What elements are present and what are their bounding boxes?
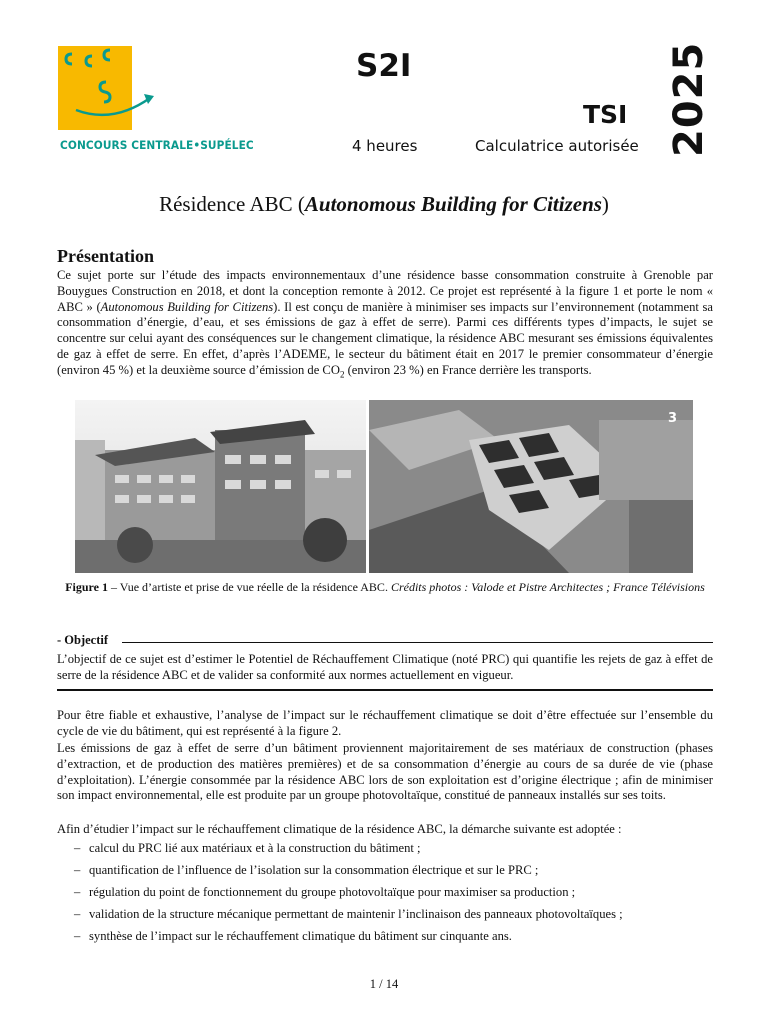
section-heading-presentation: Présentation	[57, 246, 154, 266]
objectif-paragraph: L’objectif de ce sujet est d’estimer le Potentiel de Réchauffement Climatique (noté PRC) qui quantifie les rejets de gaz à effet de serre de la résidence ABC et de valider sa conformité aux normes actuellement en vigueur.	[57, 652, 713, 682]
logo-text: CONCOURS CENTRALE•SUPÉLEC	[60, 138, 254, 152]
approach-paragraph: Afin d’étudier l’impact sur le réchauffement climatique de la résidence ABC, la démarche suivante est adoptée :	[57, 822, 622, 836]
presentation-paragraph: Ce sujet porte sur l’étude des impacts environnementaux d’une résidence basse consommation construite à Grenoble par Bouygues Construction en 2018, et dont la conception remonte à 2012. Ce projet est représenté à la figure 1 et porte le nom « ABC » (Autonomous Building for Citizens). Il est conçu de manière à minimiser ses impacts sur l’environnement (notamment sa consommation d’énergie, d’eau, et ses émissions de gaz à effet de serre). Parmi ces différents types d’impacts, le sujet se concentre sur celui ayant des conséquences sur le changement climatique, la résidence ABC mesurant ses émissions équivalentes de gaz à effet de serre. En effet, d’après l’ADEME, le secteur du bâtiment était en 2017 le premier consommateur d’énergie (environ 45 %) et la deuxième source d’émission de $CO_2$ (environ 23 %) en France derrière les transports.	[57, 268, 714, 380]
exam-filiere: TSI	[583, 100, 628, 129]
objectif-bottom-rule	[57, 689, 713, 691]
exam-duration: 4 heures	[352, 137, 418, 155]
page-number: 1 / 14	[369, 977, 399, 991]
artist-view-photo	[75, 400, 366, 573]
emissions-paragraph: Les émissions de gaz à effet de serre d’un bâtiment proviennent majoritairement de ses matériaux de construction (phases d’extraction, et de production des matières premières) et de sa consommation d’énergie au cours de sa durée de vie (phase d’exploitation). L’énergie consommée par la résidence ABC lors de son exploitation est d’origine électrique ; afin de minimiser son impact environnemental, elle est produite par un groupe photovoltaïque, constitué de panneaux installés sur ses toits.	[57, 741, 713, 803]
objectif-top-rule	[122, 642, 713, 643]
figure-caption: Figure 1 – Vue d’artiste et prise de vue réelle de la résidence ABC. Crédits photos : Valode et Pistre Architectes ; France Télévisions	[65, 580, 705, 594]
objectif-label: - Objectif	[57, 633, 109, 647]
exam-code: S2I	[356, 48, 412, 84]
exam-year: 2025	[666, 41, 712, 157]
cycle-paragraph: Pour être fiable et exhaustive, l’analyse de l’impact sur le réchauffement climatique se doit d’être effectuée sur l’ensemble du cycle de vie du bâtiment, qui est représenté à la figure 2.	[57, 708, 713, 738]
document-title: Résidence ABC (Autonomous Building for Citizens)	[159, 192, 609, 216]
calculator-note: Calculatrice autorisée	[475, 137, 639, 155]
photo-badge: 3	[668, 411, 678, 426]
logo-c-marks-icon	[58, 46, 168, 136]
aerial-view-photo	[369, 400, 693, 573]
concours-logo	[58, 46, 254, 158]
